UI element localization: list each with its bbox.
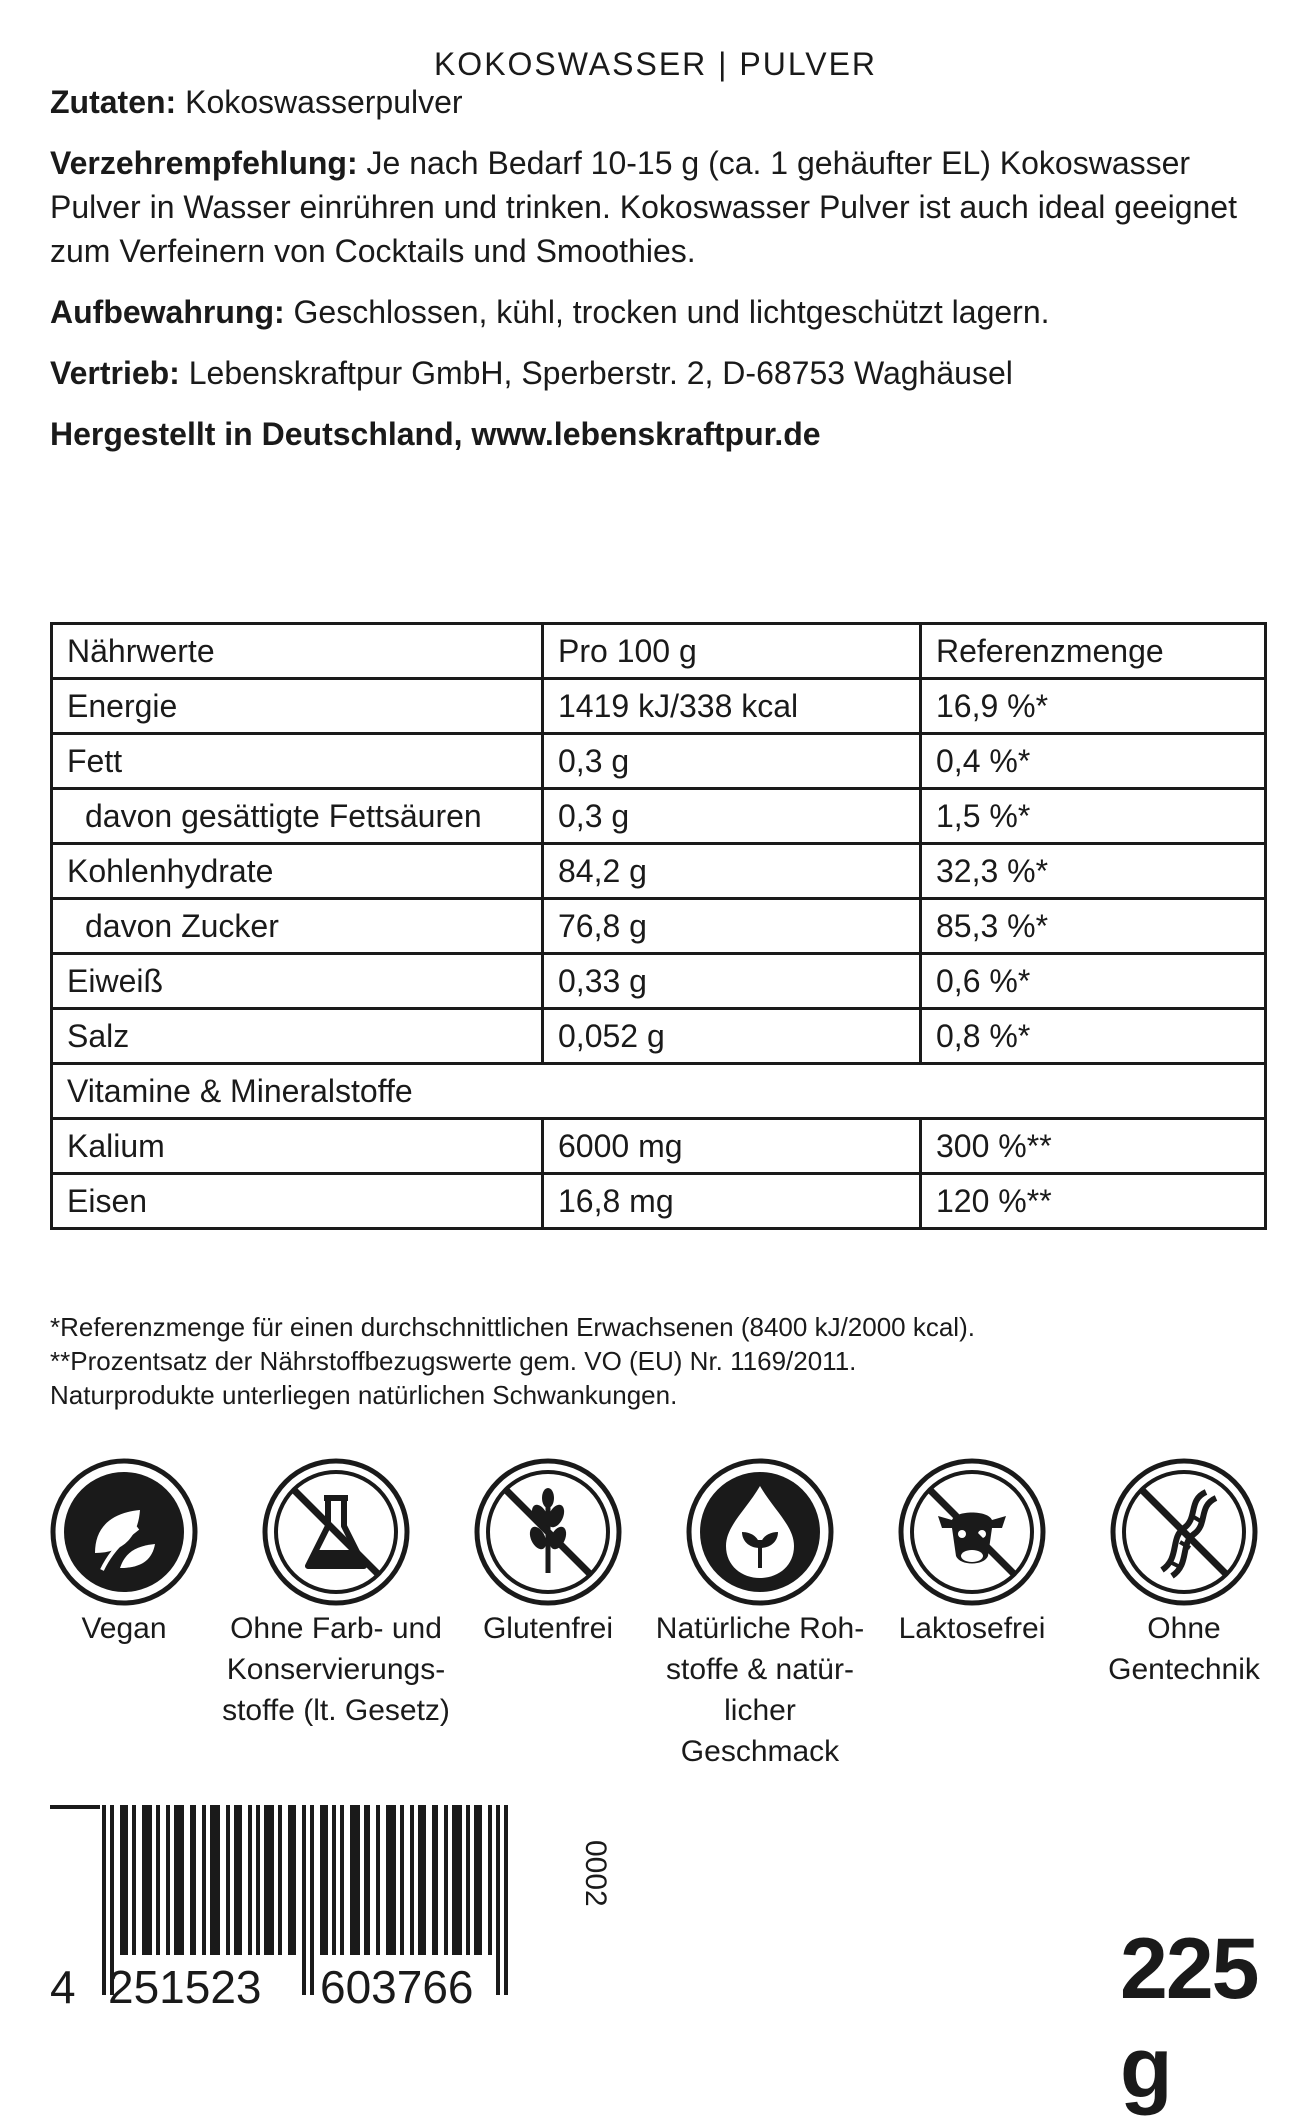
table-row [52, 899, 1266, 954]
natural-ingredients-icon [686, 1458, 834, 1606]
footnotes [50, 1310, 1280, 1412]
made-in-text: Hergestellt in Deutschland, www.lebenskraftpur.de [50, 416, 821, 452]
nutrient-value: 1419 kJ/338 kcal [543, 679, 921, 734]
mineral-reference: 120 %** [921, 1174, 1266, 1229]
nutrient-name: Eiweiß [52, 954, 543, 1009]
section-title: Vitamine & Mineralstoffe [52, 1064, 1266, 1119]
nutrient-reference: 0,6 %* [921, 954, 1266, 1009]
table-row [52, 679, 1266, 734]
mineral-value: 16,8 mg [543, 1174, 921, 1229]
gluten-free-label: Glutenfrei [482, 1612, 614, 1645]
no-gmo-label: Ohne Gentechnik [1108, 1612, 1260, 1686]
table-row [52, 734, 1266, 789]
footnote: **Prozentsatz der Nährstoffbezugswerte gem. VO (EU) Nr. 1169/2011. [50, 1346, 857, 1376]
table-row [52, 954, 1266, 1009]
vegan-icon [50, 1458, 198, 1606]
nutrient-reference: 32,3 %* [921, 844, 1266, 899]
nutrient-value: 0,3 g [543, 789, 921, 844]
distributor-text: Lebenskraftpur GmbH, Sperberstr. 2, D-68753 Waghäusel [188, 355, 1013, 391]
nutrition-table [50, 622, 1267, 1230]
nutrient-reference: 0,8 %* [921, 1009, 1266, 1064]
table-row [52, 1009, 1266, 1064]
nutrient-reference: 1,5 %* [921, 789, 1266, 844]
table-section-row [52, 1064, 1266, 1119]
vegan-label: Vegan [81, 1612, 167, 1645]
header-pro-100g: Pro 100 g [543, 624, 921, 679]
distributor-label: Vertrieb: [50, 355, 180, 391]
recommendation-text: Je nach Bedarf 10-15 g (ca. 1 gehäufter EL) Kokoswasser Pulver in Wasser einrühren und trinken. Kokoswasser Pulver ist auch ideal geeignet zum Verfeinern von Cocktails und Smoothies. [50, 145, 1237, 269]
barcode-first-digit: 4 [50, 1961, 76, 2013]
header-naehrwerte: Nährwerte [52, 624, 543, 679]
net-weight: 225 g [1120, 1921, 1258, 2116]
barcode-side-code: 0002 [579, 1840, 612, 1907]
natural-ingredients-label: Natürliche Roh- stoffe & natür- licher Geschmack [655, 1612, 865, 1768]
mineral-value: 6000 mg [543, 1119, 921, 1174]
recommendation-line [50, 141, 1280, 273]
recommendation-label: Verzehrempfehlung: [50, 145, 358, 181]
ingredients-text: Kokoswasserpulver [185, 84, 463, 120]
storage-line [50, 290, 1280, 334]
made-in-line [50, 412, 1280, 456]
header-referenzmenge: Referenzmenge [921, 624, 1266, 679]
product-info [50, 80, 1280, 473]
nutrient-name: Kohlenhydrate [52, 844, 543, 899]
ingredients-label: Zutaten: [50, 84, 177, 120]
table-row [52, 1174, 1266, 1229]
table-row [52, 844, 1266, 899]
table-header-row [52, 624, 1266, 679]
gluten-free-icon [474, 1458, 622, 1606]
no-additives-icon [262, 1458, 410, 1606]
nutrient-value: 0,3 g [543, 734, 921, 789]
storage-text: Geschlossen, kühl, trocken und lichtgeschützt lagern. [293, 294, 1050, 330]
nutrient-reference: 16,9 %* [921, 679, 1266, 734]
table-row [52, 1119, 1266, 1174]
product-title: KOKOSWASSER | PULVER [433, 46, 878, 82]
nutrient-value: 0,052 g [543, 1009, 921, 1064]
nutrient-value: 84,2 g [543, 844, 921, 899]
barcode-left-digits: 251523 [108, 1961, 262, 2013]
nutrient-name: davon Zucker [52, 899, 543, 954]
distributor-line [50, 351, 1280, 395]
nutrient-name: Salz [52, 1009, 543, 1064]
nutrient-name: davon gesättigte Fettsäuren [52, 789, 543, 844]
mineral-name: Eisen [52, 1174, 543, 1229]
ingredients-line [50, 80, 1280, 124]
no-gmo-icon [1110, 1458, 1258, 1606]
nutrient-name: Energie [52, 679, 543, 734]
nutrient-reference: 85,3 %* [921, 899, 1266, 954]
nutrient-value: 76,8 g [543, 899, 921, 954]
no-additives-label: Ohne Farb- und Konservierungs- stoffe (lt. Gesetz) [222, 1612, 450, 1727]
lactose-free-icon [898, 1458, 1046, 1606]
footnote: *Referenzmenge für einen durchschnittlichen Erwachsenen (8400 kJ/2000 kcal). [50, 1312, 975, 1342]
table-row [52, 789, 1266, 844]
nutrient-value: 0,33 g [543, 954, 921, 1009]
lactose-free-label: Laktosefrei [898, 1612, 1046, 1645]
barcode-right-digits: 603766 [320, 1961, 474, 2013]
nutrient-reference: 0,4 %* [921, 734, 1266, 789]
nutrient-name: Fett [52, 734, 543, 789]
mineral-name: Kalium [52, 1119, 543, 1174]
mineral-reference: 300 %** [921, 1119, 1266, 1174]
storage-label: Aufbewahrung: [50, 294, 285, 330]
footnote: Naturprodukte unterliegen natürlichen Schwankungen. [50, 1380, 678, 1410]
